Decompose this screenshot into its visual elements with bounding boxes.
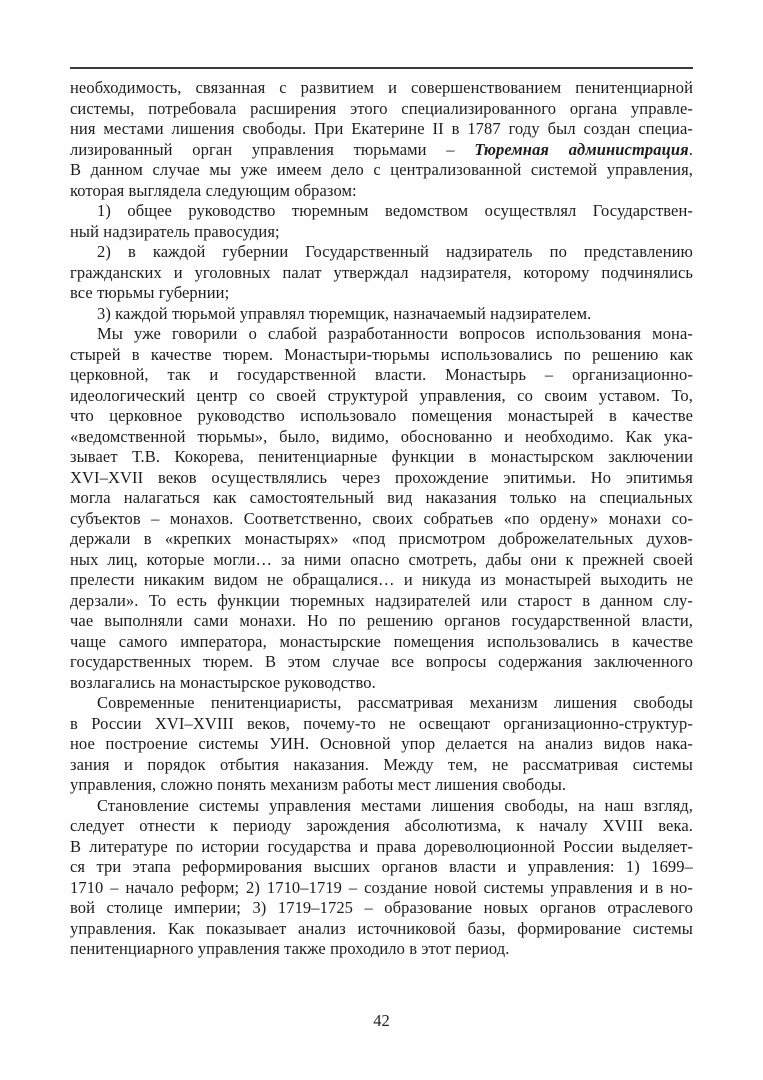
text-line: ное построение системы УИН. Основной упор делается на анализ видов нака- <box>70 734 693 753</box>
text-line: пенитенциарного управления также проходило в этот период. <box>70 939 510 958</box>
text-line: ся три этапа реформирования высших органов власти и управления: 1) 1699– <box>70 857 693 876</box>
text-line: системы, потребовала расширения этого специализированного органа управле- <box>70 98 693 118</box>
list-item-1 <box>70 201 693 242</box>
list-item-3 <box>70 304 693 325</box>
text-line: государственных тюрем. В этом случае все вопросы содержания заключенного <box>70 652 693 671</box>
text-segment: лизированный орган управления тюрьмами – <box>70 139 475 159</box>
text-line: ных лиц, которые могли… за ними опасно смотреть, дабы они к прежней своей <box>70 549 693 569</box>
text-line: вой столице империи; 3) 1719–1725 – образование новых органов отраслевого <box>70 898 693 917</box>
text-line: идеологический центр со своей структурой управления, со своим уставом. То, <box>70 385 693 405</box>
paragraph-penitentiarists <box>70 693 693 796</box>
text-block <box>70 78 693 960</box>
text-line: В данном случае мы уже имеем дело с централизованной системой управления, <box>70 160 693 179</box>
paragraph-continuation <box>70 78 693 201</box>
text-line: держали в «крепких монастырях» «под присмотром доброжелательных духов- <box>70 529 693 548</box>
text-line: «ведомственной тюрьмы», было, видимо, обоснованно и необходимо. Как ука- <box>70 426 693 446</box>
text-line: Современные пенитенциаристы, рассматривая механизм лишения свободы <box>97 693 693 712</box>
text-line: зания и порядок отбытия наказания. Между тем, не рассматривая системы <box>70 754 693 774</box>
header-rule <box>70 67 693 69</box>
text-line: дерзали». То есть функции тюремных надзирателей или старост в данном слу- <box>70 590 693 610</box>
text-line: возлагались на монастырское руководство. <box>70 672 376 692</box>
page-number: 42 <box>373 1011 390 1030</box>
text-line: Мы уже говорили о слабой разработанности вопросов использования мона- <box>97 324 693 343</box>
text-line: 3) каждой тюрьмой управлял тюремщик, назначаемый надзирателем. <box>97 303 592 323</box>
text-line: могла налагаться как самостоятельный вид наказания только на специальных <box>70 488 693 507</box>
text-line: что церковное руководство использовало помещения монастырей в качестве <box>70 406 693 425</box>
text-line: прелести никаким видом не обращалися… и никуда из монастырей выходить не <box>70 570 693 589</box>
text-line: 1710 – начало реформ; 2) 1710–1719 – создание новой системы управления и в но- <box>70 877 693 897</box>
text-line: церковной, так и государственной власти. Монастырь – организационно- <box>70 365 693 384</box>
text-line: ный надзиратель правосудия; <box>70 221 280 241</box>
text-line: стырей в качестве тюрем. Монастыри-тюрьмы использовались по решению как <box>70 344 693 364</box>
text-line <box>70 140 693 161</box>
text-line: чаще самого императора, монастырские помещения использовались в качестве <box>70 631 693 651</box>
text-line: гражданских и уголовных палат утверждал надзирателя, которому подчинялись <box>70 262 693 282</box>
emphasized-term: Тюремная администрация <box>474 139 689 159</box>
text-line: Становление системы управления местами лишения свободы, на наш взгляд, <box>97 795 693 815</box>
text-line: управления. Как показывает анализ источниковой базы, формирование системы <box>70 918 693 938</box>
list-item-2 <box>70 242 693 304</box>
text-segment: . <box>688 139 693 159</box>
text-line: В литературе по истории государства и права дореволюционной России выделяет- <box>70 836 693 856</box>
text-line: которая выглядела следующим образом: <box>70 180 357 200</box>
text-line: 2) в каждой губернии Государственный надзиратель по представлению <box>97 242 693 261</box>
text-line: чае выполняли сами монахи. Но по решению органов государственной власти, <box>70 611 693 630</box>
text-line: ния местами лишения свободы. При Екатерине II в 1787 году был создан специа- <box>70 119 693 138</box>
text-line: необходимость, связанная с развитием и совершенствованием пенитенциарной <box>70 78 693 97</box>
paragraph-monasteries <box>70 324 693 693</box>
text-line: XVI–XVII веков осуществлялись через прохождение эпитимьи. Но эпитимья <box>70 467 693 487</box>
text-line: зывает Т.В. Кокорева, пенитенциарные функции в монастырском заключении <box>70 447 693 466</box>
paragraph-formation <box>70 796 693 960</box>
text-line: следует отнести к периоду зарождения абсолютизма, к началу XVIII века. <box>70 816 693 835</box>
text-line: в России XVI–XVIII веков, почему-то не освещают организационно-структур- <box>70 713 693 733</box>
text-line: субъектов – монахов. Соответственно, своих собратьев «по ордену» монахи со- <box>70 508 693 528</box>
text-line: управления, сложно понять механизм работы мест лишения свободы. <box>70 775 567 794</box>
text-line: 1) общее руководство тюремным ведомством осуществлял Государствен- <box>97 201 693 220</box>
text-line: все тюрьмы губернии; <box>70 283 230 302</box>
